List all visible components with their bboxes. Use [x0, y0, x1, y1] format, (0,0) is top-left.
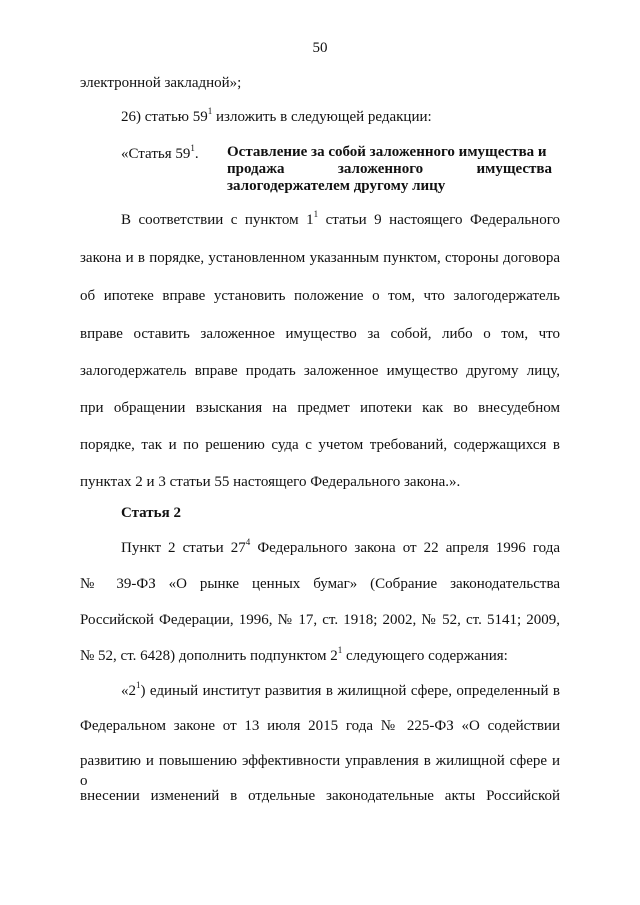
article-label: «Статья $59^1$.	[121, 143, 199, 162]
text-line: № 39-ФЗ «О рынке ценных бумаг» (Собрание законодательства	[80, 576, 560, 592]
text-line: Российской Федерации, 1996, № 17, ст. 1918; 2002, № 52, ст. 5141; 2009,	[80, 612, 560, 628]
text-line: 26) статью $59^1$ изложить в следующей редакции:	[121, 106, 432, 125]
text-line: залогодержатель вправе продать заложенное имущество другому лицу,	[80, 363, 560, 379]
page-number: 50	[312, 40, 328, 56]
article-title-line: Оставление за собой заложенного имущества и	[227, 144, 547, 160]
article-title	[227, 144, 552, 195]
text-line: Пункт 2 статьи $27^4$ Федерального закона от 22 апреля 1996 года	[121, 537, 560, 556]
text-line: Федеральном законе от 13 июля 2015 года № 225-ФЗ «О содействии	[80, 718, 560, 734]
text-line: В соответствии с пунктом $1^1$ статьи 9 настоящего Федерального	[121, 209, 560, 228]
article-title-line: продажа заложенного имущества	[227, 161, 552, 177]
text-line: внесении изменений в отдельные законодательные акты Российской	[80, 788, 560, 804]
text-line: № 52, ст. 6428) дополнить подпунктом $2^1$ следующего содержания:	[80, 645, 508, 664]
text-line: пунктах 2 и 3 статьи 55 настоящего Федерального закона.».	[80, 474, 461, 490]
text-line: порядке, так и по решению суда с учетом требований, содержащихся в	[80, 437, 560, 453]
section-heading: Статья 2	[121, 505, 181, 521]
text-line: об ипотеке вправе установить положение о том, что залогодержатель	[80, 288, 560, 304]
text-line: закона и в порядке, установленном указанным пунктом, стороны договора	[80, 250, 560, 266]
text-line: «$2^1$) единый институт развития в жилищной сфере, определенный в	[121, 680, 560, 699]
text-line: вправе оставить заложенное имущество за собой, либо о том, что	[80, 326, 560, 342]
text-line: при обращении взыскания на предмет ипотеки как во внесудебном	[80, 400, 560, 416]
text-line: развитию и повышению эффективности управления в жилищной сфере и о	[80, 753, 560, 789]
text-line: электронной закладной»;	[80, 75, 242, 91]
article-title-line: залогодержателем другому лицу	[227, 178, 446, 194]
